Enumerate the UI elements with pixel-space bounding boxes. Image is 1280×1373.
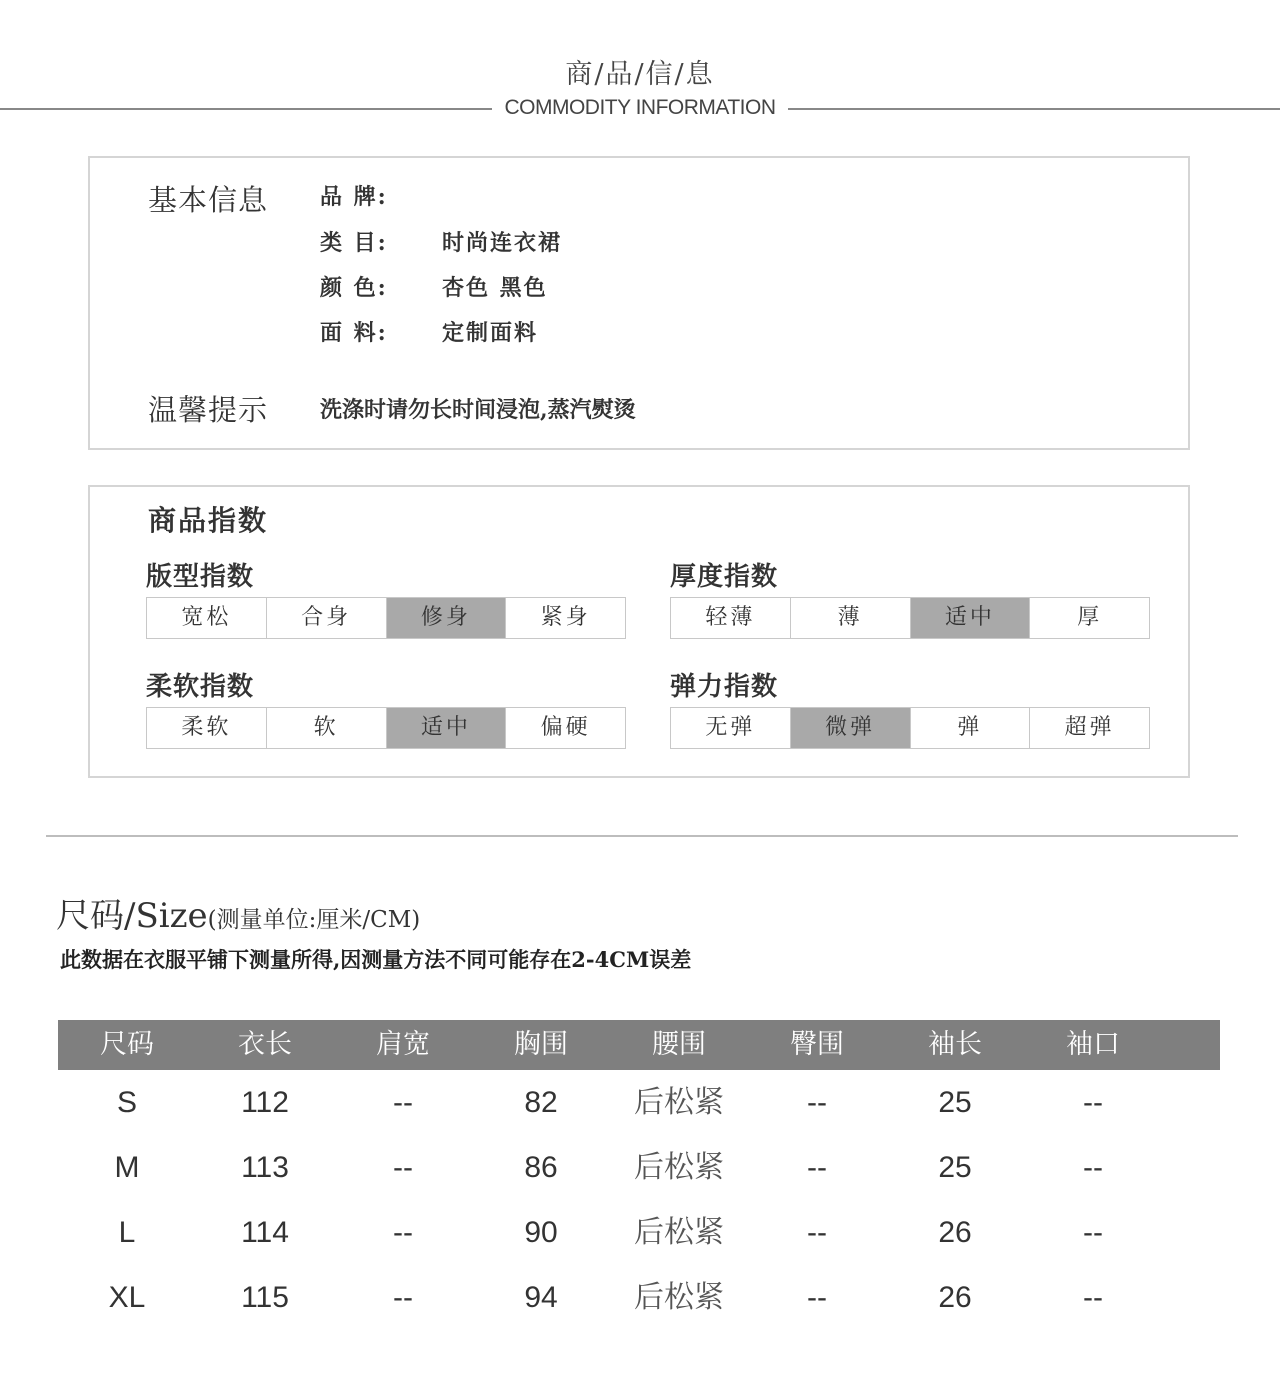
color-label: 颜 色: bbox=[320, 275, 388, 301]
table-cell: 90 bbox=[524, 1216, 558, 1249]
softness-option: 软 bbox=[267, 708, 387, 748]
column-header: 臀围 bbox=[790, 1029, 844, 1060]
table-row bbox=[58, 1135, 1220, 1200]
table-cell: 112 bbox=[241, 1086, 289, 1119]
table-cell: 26 bbox=[938, 1281, 972, 1314]
table-cell: 后松紧 bbox=[634, 1280, 724, 1315]
size-heading bbox=[56, 888, 420, 937]
column-header: 腰围 bbox=[652, 1029, 706, 1060]
table-cell: -- bbox=[1083, 1151, 1103, 1184]
fit-index bbox=[146, 559, 626, 639]
softness-option: 偏硬 bbox=[540, 715, 591, 740]
table-cell: 后松紧 bbox=[634, 1085, 724, 1120]
elasticity-index-bar bbox=[670, 707, 1150, 749]
indices-box bbox=[88, 485, 1190, 778]
table-cell: 26 bbox=[938, 1216, 972, 1249]
table-cell: 114 bbox=[241, 1216, 289, 1249]
elasticity-option: 无弹 bbox=[671, 708, 791, 748]
table-cell: -- bbox=[1083, 1086, 1103, 1119]
table-cell: XL bbox=[108, 1281, 146, 1314]
softness-index-bar bbox=[146, 707, 626, 749]
table-cell: S bbox=[116, 1086, 137, 1119]
table-cell: L bbox=[118, 1216, 136, 1249]
basic-info-label: 基本信息 bbox=[148, 183, 269, 217]
thickness-option: 轻薄 bbox=[671, 598, 791, 638]
table-cell: -- bbox=[1083, 1281, 1103, 1314]
page-title: 商/品/信/息 bbox=[565, 59, 715, 90]
table-cell: 后松紧 bbox=[634, 1150, 724, 1185]
fit-option: 修身 bbox=[387, 598, 507, 638]
thickness-option: 厚 bbox=[1077, 605, 1103, 630]
size-table-header bbox=[58, 1020, 1220, 1070]
elasticity-option: 微弹 bbox=[791, 708, 911, 748]
table-row bbox=[58, 1200, 1220, 1265]
column-header: 衣长 bbox=[238, 1029, 292, 1060]
table-cell: 94 bbox=[524, 1281, 558, 1314]
table-cell: -- bbox=[807, 1281, 827, 1314]
table-row bbox=[58, 1070, 1220, 1135]
elasticity-option: 弹 bbox=[911, 708, 1031, 748]
table-cell: 25 bbox=[938, 1086, 972, 1119]
fabric-label: 面 料: bbox=[320, 320, 388, 346]
size-note: 此数据在衣服平铺下测量所得,因测量方法不同可能存在2-4CM误差 bbox=[60, 947, 692, 972]
table-cell: 86 bbox=[524, 1151, 558, 1184]
table-cell: 25 bbox=[938, 1151, 972, 1184]
fit-option: 宽松 bbox=[147, 598, 267, 638]
fit-option: 紧身 bbox=[540, 605, 591, 630]
table-cell: 后松紧 bbox=[634, 1215, 724, 1250]
fit-index-bar bbox=[146, 597, 626, 639]
size-unit: (测量单位:厘米/CM) bbox=[207, 907, 421, 933]
category-value: 时尚连衣裙 bbox=[442, 230, 563, 256]
thickness-index-bar bbox=[670, 597, 1150, 639]
table-cell: -- bbox=[807, 1086, 827, 1119]
column-header: 胸围 bbox=[514, 1029, 568, 1060]
thickness-option: 薄 bbox=[791, 598, 911, 638]
size-title: 尺码/Size bbox=[56, 896, 208, 936]
tip-label: 温馨提示 bbox=[148, 393, 269, 427]
fit-option: 合身 bbox=[267, 598, 387, 638]
softness-option: 柔软 bbox=[147, 708, 267, 748]
column-header: 袖长 bbox=[928, 1029, 982, 1060]
softness-index-label: 柔软指数 bbox=[146, 672, 255, 702]
section-divider bbox=[46, 835, 1238, 837]
table-row bbox=[58, 1265, 1220, 1330]
thickness-index bbox=[670, 559, 1150, 639]
brand-label: 品 牌: bbox=[320, 184, 388, 210]
elasticity-index bbox=[670, 669, 1150, 749]
table-cell: 82 bbox=[524, 1086, 558, 1119]
tip-value: 洗涤时请勿长时间浸泡,蒸汽熨烫 bbox=[320, 397, 636, 423]
column-header: 尺码 bbox=[100, 1029, 154, 1060]
table-cell: M bbox=[114, 1151, 140, 1184]
table-cell: -- bbox=[807, 1216, 827, 1249]
table-cell: 113 bbox=[241, 1151, 289, 1184]
column-header: 袖口 bbox=[1066, 1029, 1120, 1060]
table-cell: -- bbox=[393, 1151, 413, 1184]
basic-info-box bbox=[88, 156, 1190, 450]
elasticity-index-label: 弹力指数 bbox=[670, 672, 779, 702]
table-cell: -- bbox=[393, 1086, 413, 1119]
fabric-value: 定制面料 bbox=[442, 320, 539, 346]
page-subtitle: COMMODITY INFORMATION bbox=[492, 96, 787, 119]
column-header: 肩宽 bbox=[376, 1029, 430, 1060]
thickness-option: 适中 bbox=[911, 598, 1031, 638]
table-cell: -- bbox=[393, 1216, 413, 1249]
indices-title: 商品指数 bbox=[148, 504, 269, 537]
softness-option: 适中 bbox=[387, 708, 507, 748]
table-cell: -- bbox=[1083, 1216, 1103, 1249]
softness-index bbox=[146, 669, 626, 749]
table-cell: 115 bbox=[241, 1281, 289, 1314]
size-table bbox=[58, 1020, 1220, 1330]
table-cell: -- bbox=[807, 1151, 827, 1184]
color-value: 杏色 黑色 bbox=[442, 275, 548, 301]
category-label: 类 目: bbox=[320, 230, 388, 256]
fit-index-label: 版型指数 bbox=[146, 562, 255, 592]
table-cell: -- bbox=[393, 1281, 413, 1314]
elasticity-option: 超弹 bbox=[1064, 715, 1115, 740]
thickness-index-label: 厚度指数 bbox=[670, 562, 779, 592]
